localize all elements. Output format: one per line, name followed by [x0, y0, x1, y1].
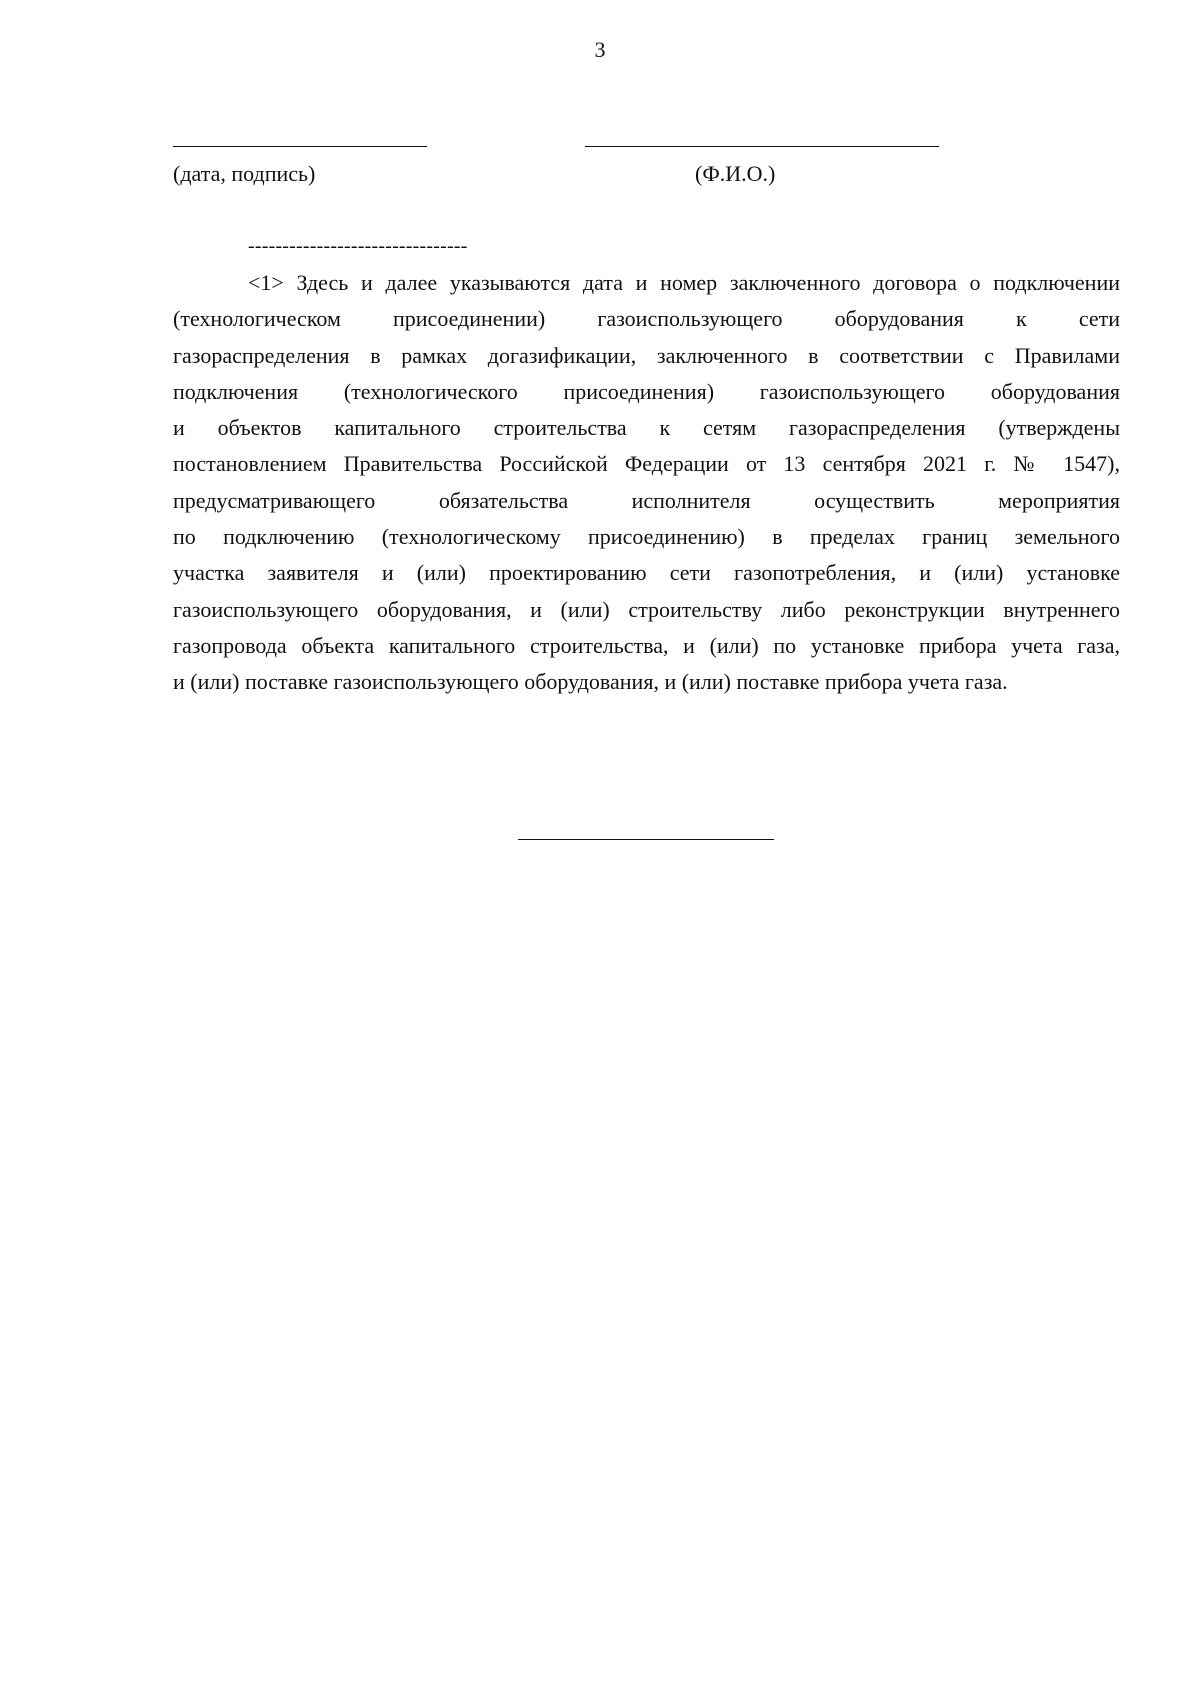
- document-end-line: [518, 839, 774, 840]
- footnote-line: <1> Здесь и далее указываются дата и номер заключенного договора о подключении: [248, 270, 1120, 295]
- date-signature-line: [173, 146, 427, 147]
- footnote-line: (технологическом присоединении) газоиспользующего оборудования к сети: [173, 306, 1120, 332]
- footnote-line: газоиспользующего оборудования, и (или) строительству либо реконструкции внутреннего: [173, 596, 1120, 622]
- footnote-line: по подключению (технологическому присоединению) в пределах границ земельного: [173, 524, 1120, 550]
- footnote-line: газораспределения в рамках догазификации, заключенного в соответствии с Правилами: [173, 342, 1120, 368]
- footnote-line: постановлением Правительства Российской Федерации от 13 сентября 2021 г. № 1547),: [173, 451, 1120, 477]
- date-signature-caption: (дата, подпись): [173, 161, 316, 186]
- footnote-line: участка заявителя и (или) проектированию сети газопотребления, и (или) установке: [173, 560, 1120, 586]
- footnote-separator: --------------------------------: [248, 235, 468, 257]
- footnote-line: и (или) поставке газоиспользующего оборудования, и (или) поставке прибора учета газа.: [173, 669, 1008, 695]
- footnote-line: предусматривающего обязательства исполнителя осуществить мероприятия: [173, 487, 1120, 513]
- page-number: 3: [594, 37, 606, 62]
- footnote-line: газопровода объекта капитального строительства, и (или) по установке прибора учета газа,: [173, 632, 1120, 658]
- footnote-line: подключения (технологического присоединения) газоиспользующего оборудования: [173, 378, 1120, 404]
- full-name-caption: (Ф.И.О.): [695, 161, 776, 186]
- footnote-text: [173, 265, 1120, 701]
- full-name-line: [585, 146, 939, 147]
- footnote-line: и объектов капитального строительства к сетям газораспределения (утверждены: [173, 415, 1120, 441]
